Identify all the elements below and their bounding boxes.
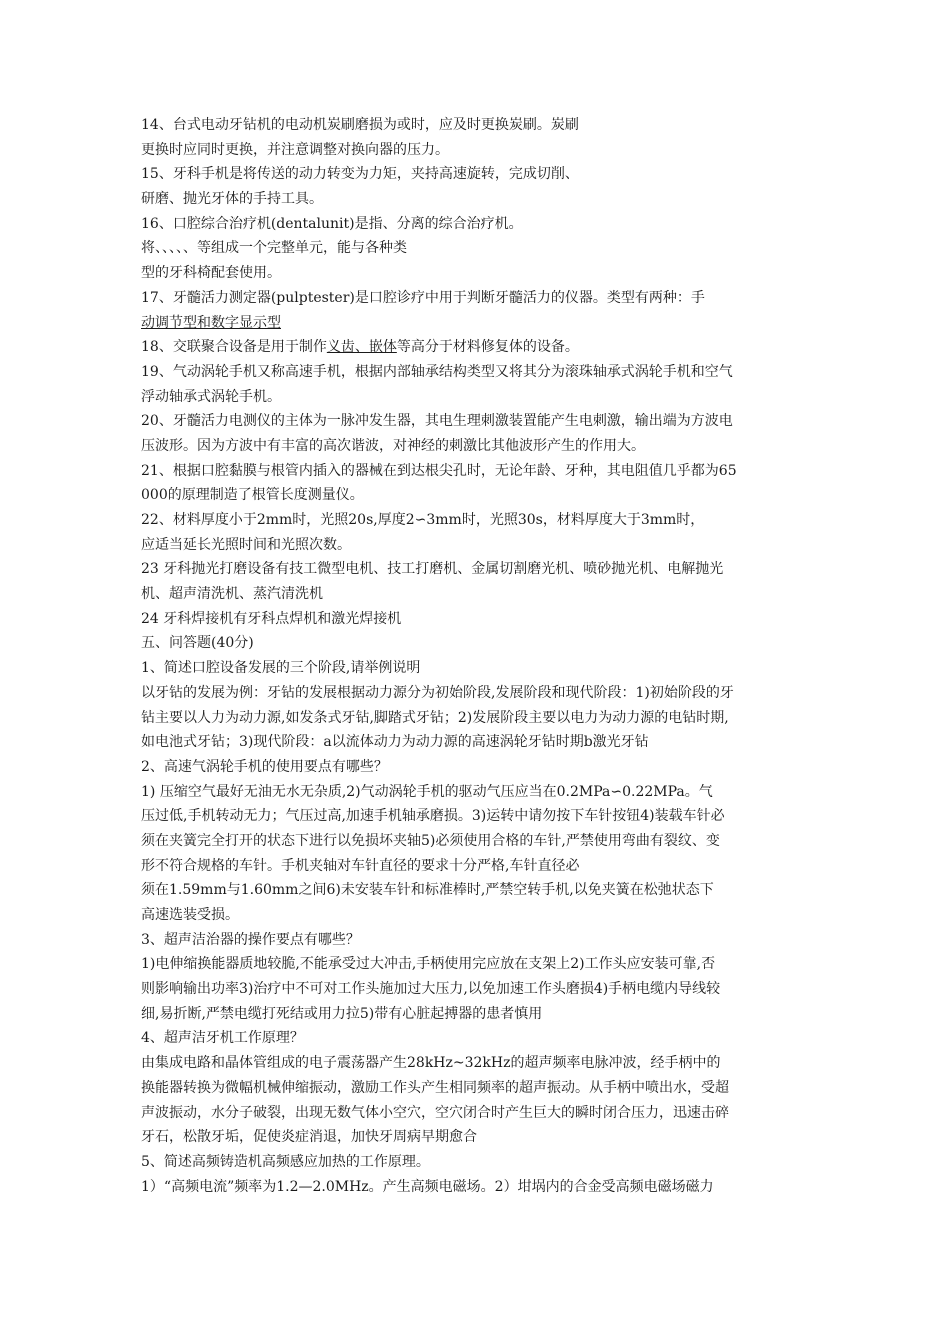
text-line: 1)电伸缩换能器质地较脆,不能承受过大冲击,手柄使用完应放在支架上2)工作头应安装可靠,否 [141,956,716,973]
text-line: 更换时应同时更换，并注意调整对换向器的压力。 [141,141,449,158]
question-line: 1、简述口腔设备发展的三个阶段,请举例说明 [141,660,421,677]
text-line: 将、、、、、等组成一个完整单元，能与各种类 [141,240,407,257]
text-line-18 [141,335,831,360]
text-line: 钻主要以人力为动力源,如发条式牙钻,脚踏式牙钻；2)发展阶段主要以电力为动力源的电钻时期, [141,709,729,726]
text-line: 须在1.59mm与1.60mm之间6)未安装车针和标准棒时,严禁空转手机,以免夹簧在松弛状态下 [141,882,714,899]
text-line: 机、超声清洗机、蒸汽清洗机 [141,586,323,603]
text-line: 压波形。因为方波中有丰富的高次谐波，对神经的刺激比其他波形产生的作用大。 [141,437,645,454]
text-line: 由集成电路和晶体管组成的电子震荡器产生28kHz~32kHz的超声频率电脉冲波，经手柄中的 [141,1055,721,1072]
text-line: 15、牙科手机是将传送的动力转变为力矩，夹持高速旋转，完成切削、 [141,166,579,183]
question-line: 4、超声洁牙机工作原理？ [141,1030,304,1047]
text-line: 高速选装受损。 [141,907,239,923]
text-segment: 等高分于材料修复体的设备。 [396,339,579,356]
text-segment: 18、交联聚合设备是用于制作 [141,339,327,356]
underlined-answer-line: 动调节型和数字显示型 [141,314,281,331]
text-line: 1) 压缩空气最好无油无水无杂质,2)气动涡轮手机的驱动气压应当在0.2MPa∽0.22MPa。气 [141,783,713,800]
text-line: 23 牙科抛光打磨设备有技工微型电机、技工打磨机、金属切割磨光机、喷砂抛光机、电解抛光 [141,561,724,578]
text-line: 16、口腔综合治疗机(dentalunit)是指、分离的综合治疗机。 [141,215,523,232]
section-heading: 五、问答题(40分) [141,635,254,652]
text-line: 以牙钻的发展为例：牙钻的发展根据动力源分为初始阶段,发展阶段和现代阶段：1)初始阶段的牙 [141,684,734,701]
text-line: 21、根据口腔黏膜与根管内插入的器械在到达根尖孔时，无论年龄、牙种，其电阻值几乎都为65 [141,462,737,479]
text-line: 20、牙髓活力电测仪的主体为一脉冲发生器，其电生理刺激装置能产生电刺激，输出端为方波电 [141,413,733,430]
text-line: 1）“高频电流”频率为1.2—2.0MHz。产生高频电磁场。2）坩埚内的合金受高频电磁场磁力 [141,1178,714,1195]
question-line: 2、高速气涡轮手机的使用要点有哪些？ [141,758,388,775]
question-line: 3、超声洁治器的操作要点有哪些？ [141,931,360,948]
text-line: 24 牙科焊接机有牙科点焊机和激光焊接机 [141,610,402,627]
text-line: 应适当延长光照时间和光照次数。 [141,536,351,553]
text-line: 形不符合规格的车针。手机夹轴对车针直径的要求十分严格,车针直径必 [141,857,580,874]
text-line: 如电池式牙钻；3)现代阶段：a以流体动力为动力源的高速涡轮牙钻时期b激光牙钻 [141,734,649,751]
text-line: 000的原理制造了根管长度测量仪。 [141,487,364,504]
text-line: 则影响输出功率3)治疗中不可对工作头施加过大压力,以免加速工作头磨损4)手柄电缆内导线较 [141,981,721,998]
text-line: 22、材料厚度小于2mm时，光照20s,厚度2∽3mm时，光照30s，材料厚度大于3mm时， [141,512,705,528]
text-line: 换能器转换为微幅机械伸缩振动，激励工作头产生相同频率的超声振动。从手柄中喷出水，受超 [141,1079,729,1096]
text-line: 研磨、抛光牙体的手持工具。 [141,191,323,208]
text-line: 压过低,手机转动无力；气压过高,加速手机轴承磨损。3)运转中请勿按下车针按钮4)装载车针必 [141,808,725,825]
text-line: 声波振动，水分子破裂，出现无数气体小空穴，空穴闭合时产生巨大的瞬时闭合压力，迅速击碎 [141,1104,729,1121]
text-line: 19、气动涡轮手机又称高速手机，根据内部轴承结构类型又将其分为滚珠轴承式涡轮手机和空气 [141,363,733,380]
text-line: 17、牙髓活力测定器(pulptester)是口腔诊疗中用于判断牙髓活力的仪器。类型有两种：手 [141,289,705,306]
text-line: 14、台式电动牙钻机的电动机炭刷磨损为或时，应及时更换炭刷。炭刷 [141,117,579,133]
text-line: 细,易折断,严禁电缆打死结或用力拉5)带有心脏起搏器的患者慎用 [141,1005,543,1022]
text-line: 浮动轴承式涡轮手机。 [141,388,281,405]
document-page [141,113,831,1199]
question-line: 5、简述高频铸造机高频感应加热的工作原理。 [141,1153,430,1170]
underlined-answer: 义齿、嵌体 [326,339,397,356]
text-line: 型的牙科椅配套使用。 [141,265,281,282]
text-line: 牙石，松散牙垢，促使炎症消退，加快牙周病早期愈合 [141,1129,477,1146]
text-line: 须在夹簧完全打开的状态下进行以免损坏夹轴5)必须使用合格的车针,严禁使用弯曲有裂纹、变 [141,832,720,849]
